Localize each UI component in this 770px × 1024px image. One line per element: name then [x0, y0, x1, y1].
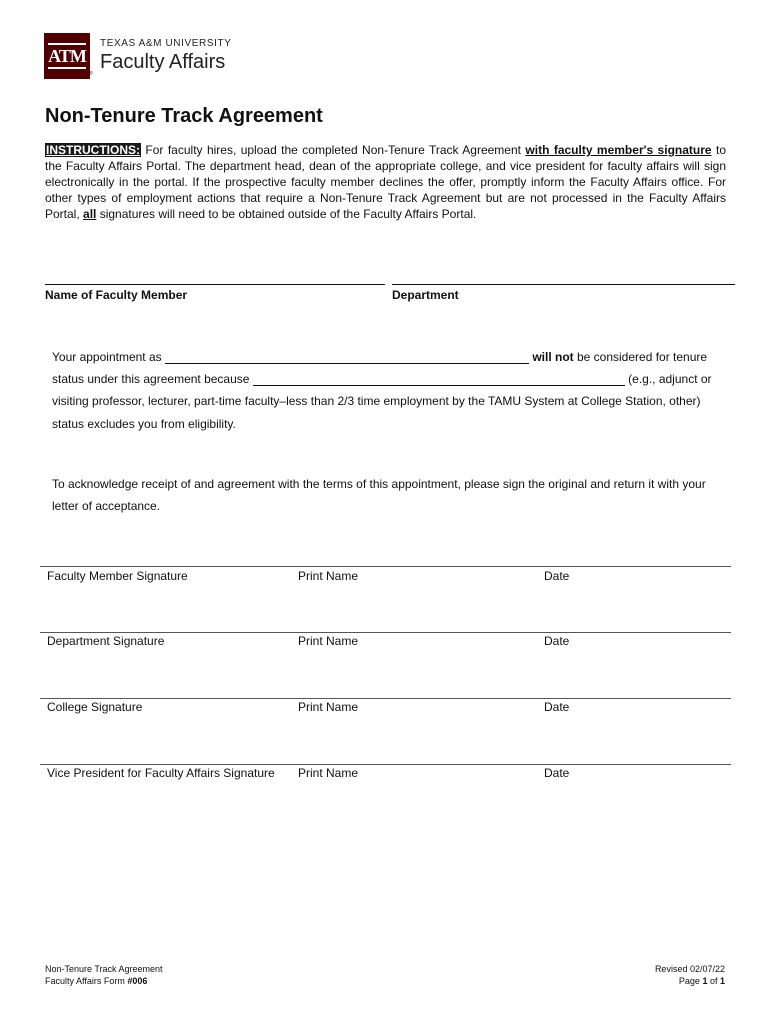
department-signature-line[interactable] [40, 632, 731, 633]
college-signature-label: College Signature [47, 700, 143, 714]
vp-print-name-label: Print Name [298, 766, 359, 780]
faculty-signature-label: Faculty Member Signature [47, 569, 188, 583]
college-signature-line[interactable] [40, 698, 731, 699]
appointment-text-2b: (e.g., adjunct or [628, 372, 712, 386]
page-title: Non-Tenure Track Agreement [45, 105, 323, 127]
instructions-bold-1: with faculty member's signature [525, 143, 712, 157]
appointment-line-3: visiting professor, lecturer, part-time faculty–less than 2/3 time employment by the TAMU System at College Station, other) [52, 394, 701, 408]
page-label: Page [678, 976, 703, 986]
appointment-line-2 [52, 372, 732, 386]
instructions-bold-2: all [83, 207, 97, 221]
reason-blank[interactable] [253, 373, 625, 386]
footer-form-title: Non-Tenure Track Agreement [45, 964, 163, 974]
department-date-label: Date [544, 634, 570, 648]
department-field-line[interactable] [392, 284, 735, 285]
instructions-text-3: signatures will need to be obtained outside of the Faculty Affairs Portal. [96, 207, 477, 221]
department-signature-label: Department Signature [47, 634, 165, 648]
footer-form-id: #006 [127, 976, 148, 986]
faculty-signature-line[interactable] [40, 566, 731, 567]
page-current: 1 [702, 976, 708, 986]
instructions-text-2: to the Faculty Affairs Portal. The department head, dean of the appropriate college, and vice president for faculty affairs will sign electronically in the portal. If the prospective faculty member declines the offer, promptly inform the Faculty Affairs office. For other types of employment actions that require a Non-Tenure Track Agreement but are not processed in the Faculty Affairs Portal, [45, 143, 727, 221]
footer-form-label: Faculty Affairs Form [45, 976, 128, 986]
name-label: Name of Faculty Member [45, 288, 188, 302]
acknowledge-line-2: letter of acceptance. [52, 499, 161, 513]
faculty-print-name-label: Print Name [298, 569, 359, 583]
department-label: Department [392, 288, 459, 302]
page-total: 1 [719, 976, 725, 986]
department-print-name-label: Print Name [298, 634, 359, 648]
vp-signature-label: Vice President for Faculty Affairs Signature [47, 766, 275, 780]
name-field-line[interactable] [45, 284, 385, 285]
appointment-title-blank[interactable] [165, 351, 529, 364]
page-of: of [707, 976, 720, 986]
college-print-name-label: Print Name [298, 700, 359, 714]
appointment-text-2a: status under this agreement because [52, 372, 250, 386]
footer-page [655, 975, 725, 987]
appointment-text-1b: be considered for tenure [573, 350, 708, 364]
logo-letters: ATM [48, 43, 86, 69]
tamu-logo [44, 33, 90, 79]
footer-left [45, 963, 163, 987]
instructions [45, 142, 726, 222]
footer-revised: Revised 02/07/22 [654, 964, 725, 974]
university-name: TEXAS A&M UNIVERSITY [100, 38, 232, 49]
instructions-label: INSTRUCTIONS: [46, 143, 140, 157]
footer-form-number [45, 975, 163, 987]
vp-date-label: Date [544, 766, 570, 780]
department-name: Faculty Affairs [100, 51, 226, 73]
appointment-line-4: status excludes you from eligibility. [52, 417, 236, 431]
college-date-label: Date [544, 700, 570, 714]
footer-right [655, 963, 725, 987]
vp-signature-line[interactable] [40, 764, 731, 765]
faculty-date-label: Date [544, 569, 570, 583]
appointment-text-1a: Your appointment as [52, 350, 162, 364]
will-not-text: will not [532, 350, 574, 364]
acknowledge-line-1: To acknowledge receipt of and agreement with the terms of this appointment, please sign the original and return it with your [52, 477, 706, 491]
instructions-text-1: For faculty hires, upload the completed Non-Tenure Track Agreement [141, 143, 526, 157]
appointment-line-1 [52, 350, 732, 364]
trademark: ® [89, 71, 93, 77]
